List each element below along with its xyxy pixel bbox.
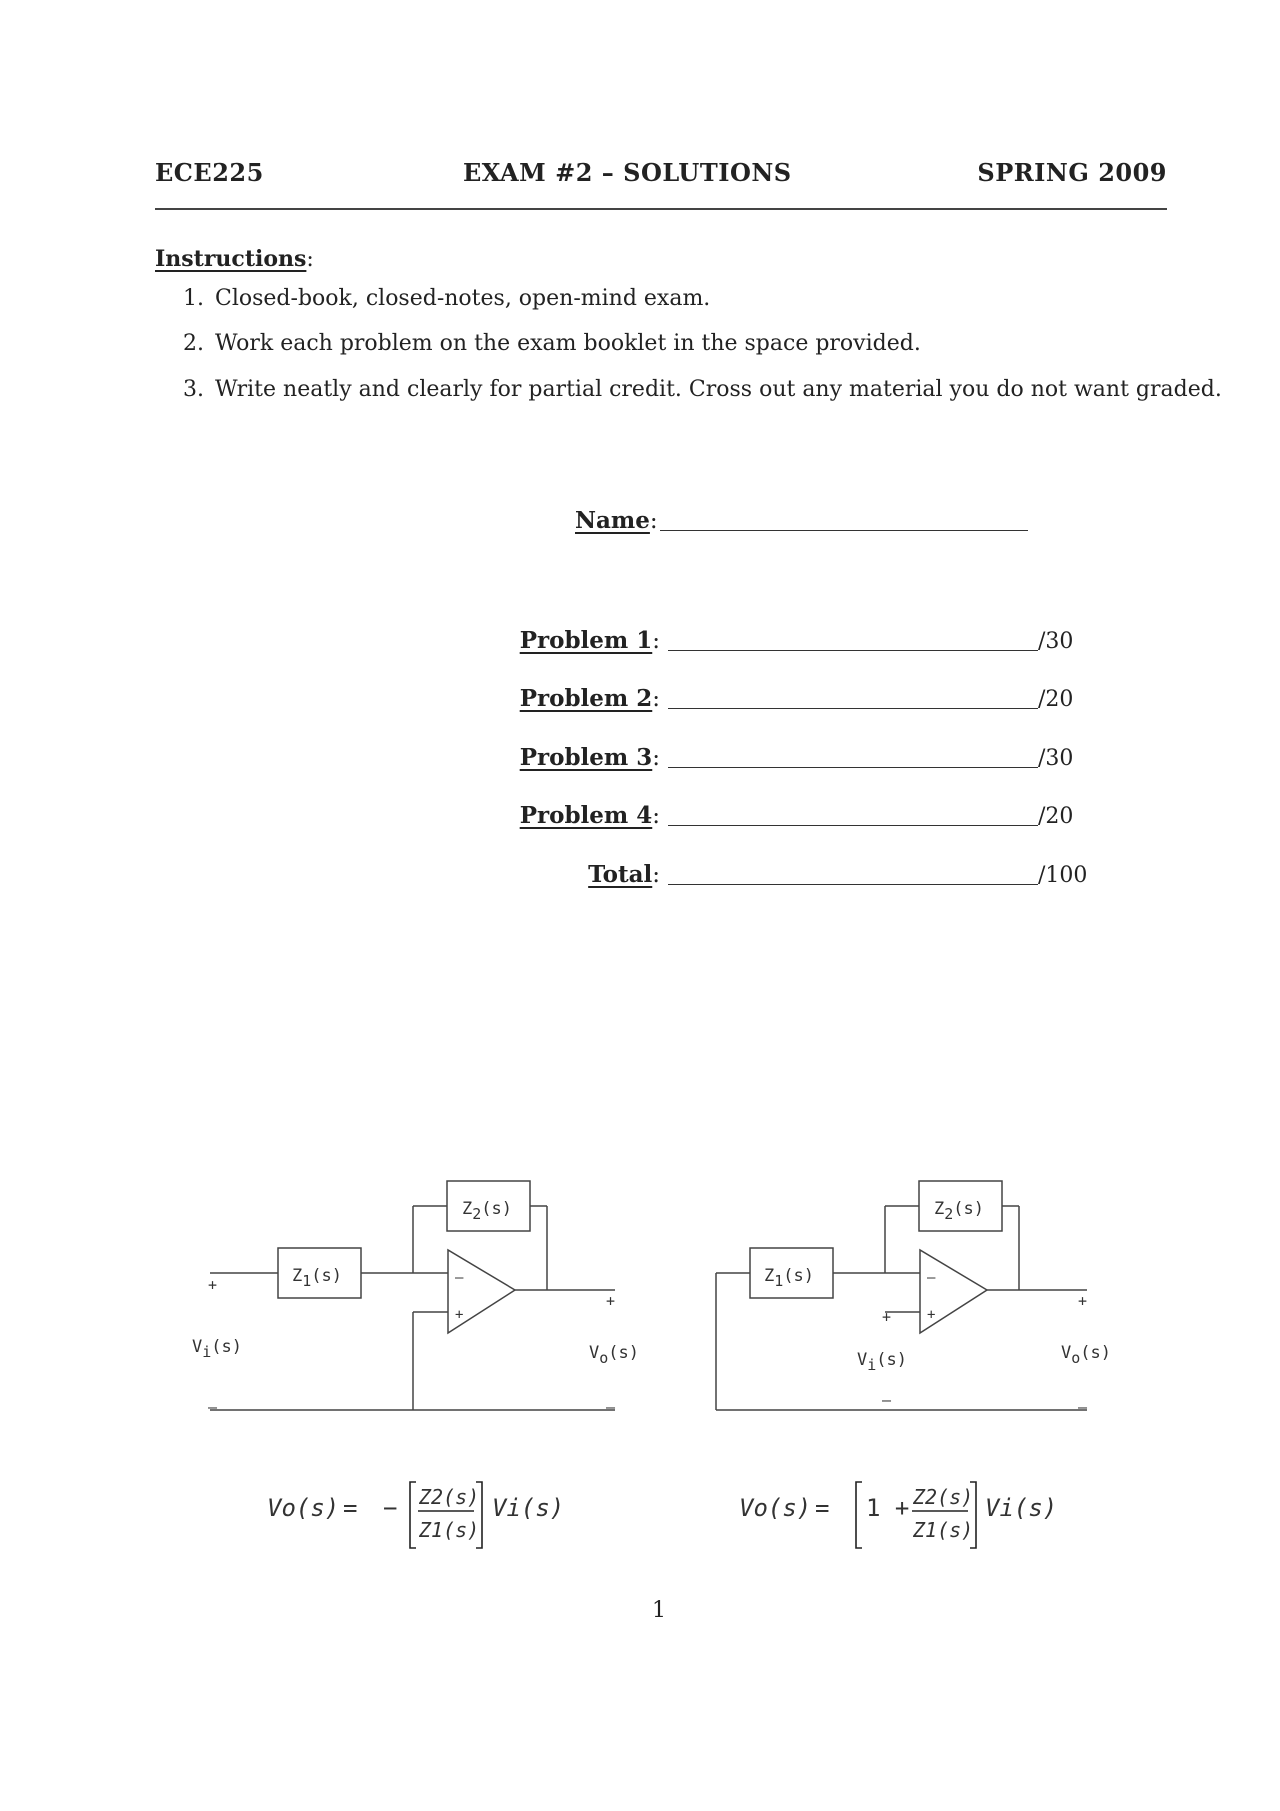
svg-text:+: + — [882, 1308, 892, 1326]
svg-text:+: + — [455, 1307, 464, 1323]
svg-text:+: + — [927, 1307, 936, 1323]
course-code: ECE225 — [155, 158, 264, 187]
svg-text:+: + — [1078, 1292, 1088, 1310]
score-label-problem-2: Problem 2: — [519, 685, 660, 712]
svg-text:Z2(s): Z2(s) — [419, 1485, 480, 1509]
score-blank-problem-2[interactable] — [668, 708, 1038, 709]
opamp-circuits-diagram — [0, 1160, 1280, 1440]
score-max-total: /100 — [1038, 863, 1088, 888]
svg-text:Z1(s): Z1(s) — [913, 1518, 974, 1542]
score-label-problem-3: Problem 3: — [519, 744, 660, 771]
svg-text:–: – — [455, 1270, 464, 1286]
svg-text:–: – — [1078, 1398, 1088, 1416]
equation-noninverting-lhs: Vo(s) — [739, 1494, 812, 1522]
name-label: Name: — [575, 507, 658, 534]
score-label-problem-4: Problem 4: — [519, 802, 660, 829]
exam-title: EXAM #2 – SOLUTIONS — [463, 158, 792, 187]
svg-text:Vi(s): Vi(s) — [192, 1337, 242, 1361]
svg-text:Z2(s): Z2(s) — [462, 1199, 512, 1223]
score-max-problem-4: /20 — [1038, 804, 1074, 829]
svg-text:Vo(s): Vo(s) — [1061, 1343, 1111, 1367]
svg-text:−: − — [383, 1494, 398, 1522]
instructions-heading: Instructions: — [155, 246, 314, 272]
instruction-item: 1. Closed-book, closed-notes, open-mind exam. — [183, 286, 711, 311]
svg-text:–: – — [882, 1391, 892, 1409]
svg-text:+: + — [606, 1292, 616, 1310]
score-blank-problem-3[interactable] — [668, 767, 1038, 768]
instruction-item: 3. Write neatly and clearly for partial credit. Cross out any material you do not want graded. — [183, 377, 1222, 402]
inverting-circuit — [210, 1181, 615, 1410]
svg-text:–: – — [927, 1270, 936, 1286]
svg-text:Z2(s): Z2(s) — [913, 1485, 974, 1509]
score-blank-total[interactable] — [668, 884, 1038, 885]
svg-text:Z1(s): Z1(s) — [419, 1518, 480, 1542]
score-max-problem-3: /30 — [1038, 746, 1074, 771]
header-rule — [155, 208, 1167, 210]
score-blank-problem-4[interactable] — [668, 825, 1038, 826]
svg-text:=: = — [343, 1494, 358, 1522]
svg-text:Vi(s): Vi(s) — [857, 1350, 907, 1374]
equation-inverting-lhs: Vo(s) — [267, 1494, 340, 1522]
score-blank-problem-1[interactable] — [668, 650, 1038, 651]
svg-text:Z1(s): Z1(s) — [292, 1266, 342, 1290]
svg-text:Z1(s): Z1(s) — [764, 1266, 814, 1290]
svg-text:Z2(s): Z2(s) — [934, 1199, 984, 1223]
name-blank[interactable] — [660, 530, 1028, 531]
score-max-problem-1: /30 — [1038, 629, 1074, 654]
svg-text:–: – — [606, 1398, 616, 1416]
svg-text:1 +: 1 + — [866, 1494, 910, 1522]
page-number: 1 — [652, 1598, 666, 1623]
score-label-problem-1: Problem 1: — [519, 627, 660, 654]
svg-text:Vi(s): Vi(s) — [985, 1494, 1058, 1522]
svg-text:Vo(s): Vo(s) — [589, 1343, 639, 1367]
svg-text:+: + — [208, 1276, 218, 1294]
score-label-total: Total: — [588, 861, 660, 888]
svg-text:=: = — [815, 1494, 830, 1522]
noninverting-circuit — [716, 1181, 1087, 1410]
instruction-item: 2. Work each problem on the exam booklet in the space provided. — [183, 331, 921, 356]
score-max-problem-2: /20 — [1038, 687, 1074, 712]
exam-term: SPRING 2009 — [977, 158, 1167, 187]
transfer-equations — [0, 1460, 1280, 1570]
svg-text:Vi(s): Vi(s) — [492, 1494, 565, 1522]
svg-text:–: – — [208, 1398, 218, 1416]
